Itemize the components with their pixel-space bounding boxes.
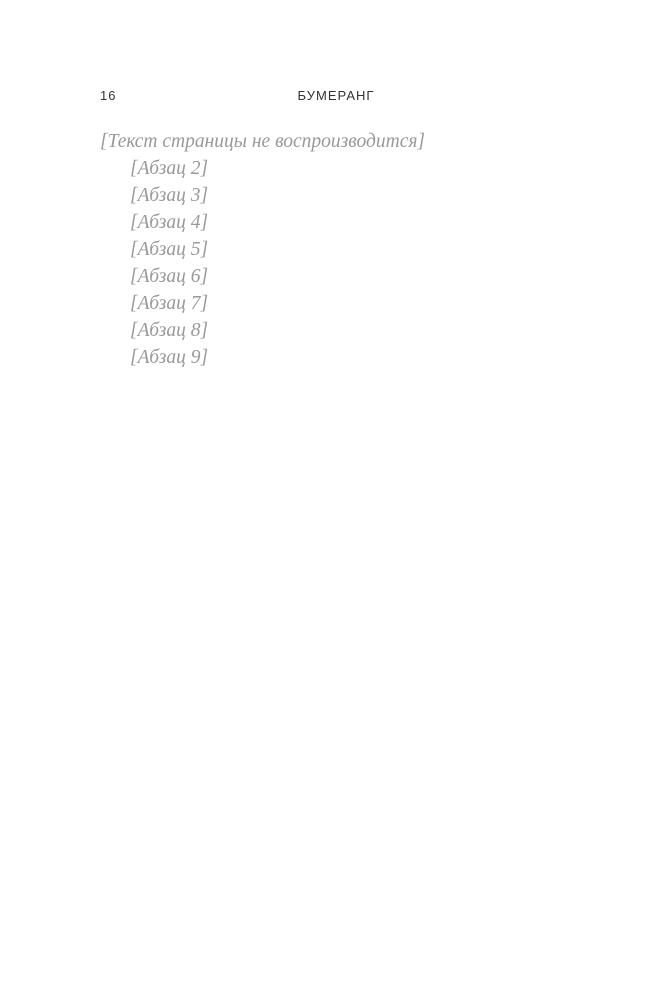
paragraph: [Абзац 7] <box>130 293 209 314</box>
paragraph: [Абзац 3] <box>130 185 209 206</box>
paragraph: [Абзац 5] <box>130 239 209 260</box>
running-head: БУМЕРАНГ <box>297 88 375 103</box>
page-number: 16 <box>100 88 117 103</box>
paragraph: [Абзац 4] <box>130 212 209 233</box>
paragraph: [Абзац 8] <box>130 320 209 341</box>
paragraph: [Абзац 2] <box>130 158 209 179</box>
paragraph: [Абзац 9] <box>130 347 209 368</box>
page-header <box>100 88 572 108</box>
paragraph: [Абзац 6] <box>130 266 209 287</box>
paragraph: [Текст страницы не воспроизводится] <box>100 131 425 152</box>
body-text <box>100 128 572 371</box>
